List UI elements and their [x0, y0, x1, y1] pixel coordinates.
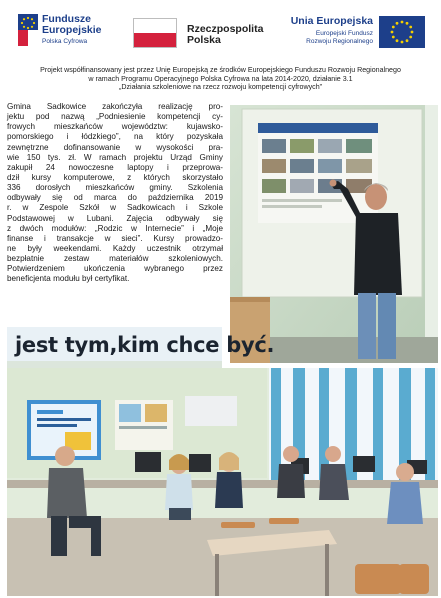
- unia-line-1: Unia Europejska: [290, 15, 373, 27]
- article-line: Podstawowej w Lubani. Zajęcia odbywały się: [7, 213, 223, 223]
- eu-flag-icon: [379, 16, 425, 48]
- article-line: wie 150 tys. zł. W ramach projektu Urząd Gminy: [7, 152, 223, 162]
- unia-line-3: Rozwoju Regionalnego: [306, 38, 373, 45]
- article-line: jektu pod nazwą „Podniesienie kompetencji cy-: [7, 112, 223, 122]
- fundusze-europejskie-logo: [18, 12, 118, 52]
- banner-slogan: jest tym,kim chce być.: [15, 333, 275, 357]
- article-line: dził kursy komputerowe, z których skorzystało: [7, 172, 223, 182]
- article-body: [7, 102, 223, 285]
- article-line: zakupił 24 nowoczesne laptopy i przeprowa-: [7, 162, 223, 172]
- polish-flag-icon: [133, 18, 177, 48]
- rzeczpospolita-line-2: Polska: [187, 34, 221, 46]
- fundusze-europejskie-star-icon: [18, 14, 38, 46]
- project-note-line-1: Projekt współfinansowany jest przez Unię Europejską ze środków Europejskiego Funduszu Rozwoju Regionalnego: [40, 66, 401, 74]
- rzeczpospolita-line-1: Rzeczpospolita: [187, 23, 264, 35]
- article-line: 336 dorosłych mieszkańców gminy. Szkolenia: [7, 183, 223, 193]
- fundusze-line-1: Fundusze: [42, 13, 91, 25]
- article-line: r. w Zespole Szkół w Sadkowicach i Szkole: [7, 203, 223, 213]
- fundusze-line-2: Europejskie: [42, 24, 102, 36]
- article-line: ne były weekendami. Każdy uczestnik otrzymał: [7, 243, 223, 253]
- project-funding-note: [8, 66, 433, 92]
- article-line: odbywały się od marca do października 2019: [7, 193, 223, 203]
- motivational-banner-photo: [7, 327, 275, 368]
- project-note-line-2: w ramach Programu Operacyjnego Polska Cyfrowa na lata 2014-2020, działanie 3.1: [88, 74, 353, 83]
- article-line: z dwóch modułów: „Rodzic w Internecie” i „Moje: [7, 223, 223, 233]
- rzeczpospolita-polska-logo: [133, 18, 264, 54]
- instructor-presenting-photo: [230, 105, 438, 363]
- article-line: finanse i transakcje w sieci”. Kursy prowadzo-: [7, 233, 223, 243]
- article-line: Gmina Sadkowice zakończyła realizację pro-: [7, 102, 223, 111]
- project-note-line-3: „Działania szkoleniowe na rzecz rozwoju kompetencji cyfrowych”: [118, 83, 323, 92]
- article-line: Potwierdzeniem ukończenia wybranego przez: [7, 264, 223, 274]
- unia-line-2: Europejski Fundusz: [315, 30, 373, 37]
- article-line: frowych mieszkańców województw: kujawsko-: [7, 122, 223, 132]
- unia-europejska-logo: [290, 14, 433, 54]
- article-line: pomorskiego i łódzkiego”, na który pozyskała: [7, 132, 223, 142]
- fundusze-line-3: Polska Cyfrowa: [42, 38, 88, 45]
- classroom-participants-photo: [7, 368, 438, 596]
- article-line: bezpłatnie zestaw materiałów szkoleniowych.: [7, 254, 223, 264]
- logo-bar: [0, 0, 441, 60]
- article-line: zewnętrzne dofinansowanie w wysokości pra-: [7, 142, 223, 152]
- article-line: beneficjenta modułu był certyfikat.: [7, 274, 130, 284]
